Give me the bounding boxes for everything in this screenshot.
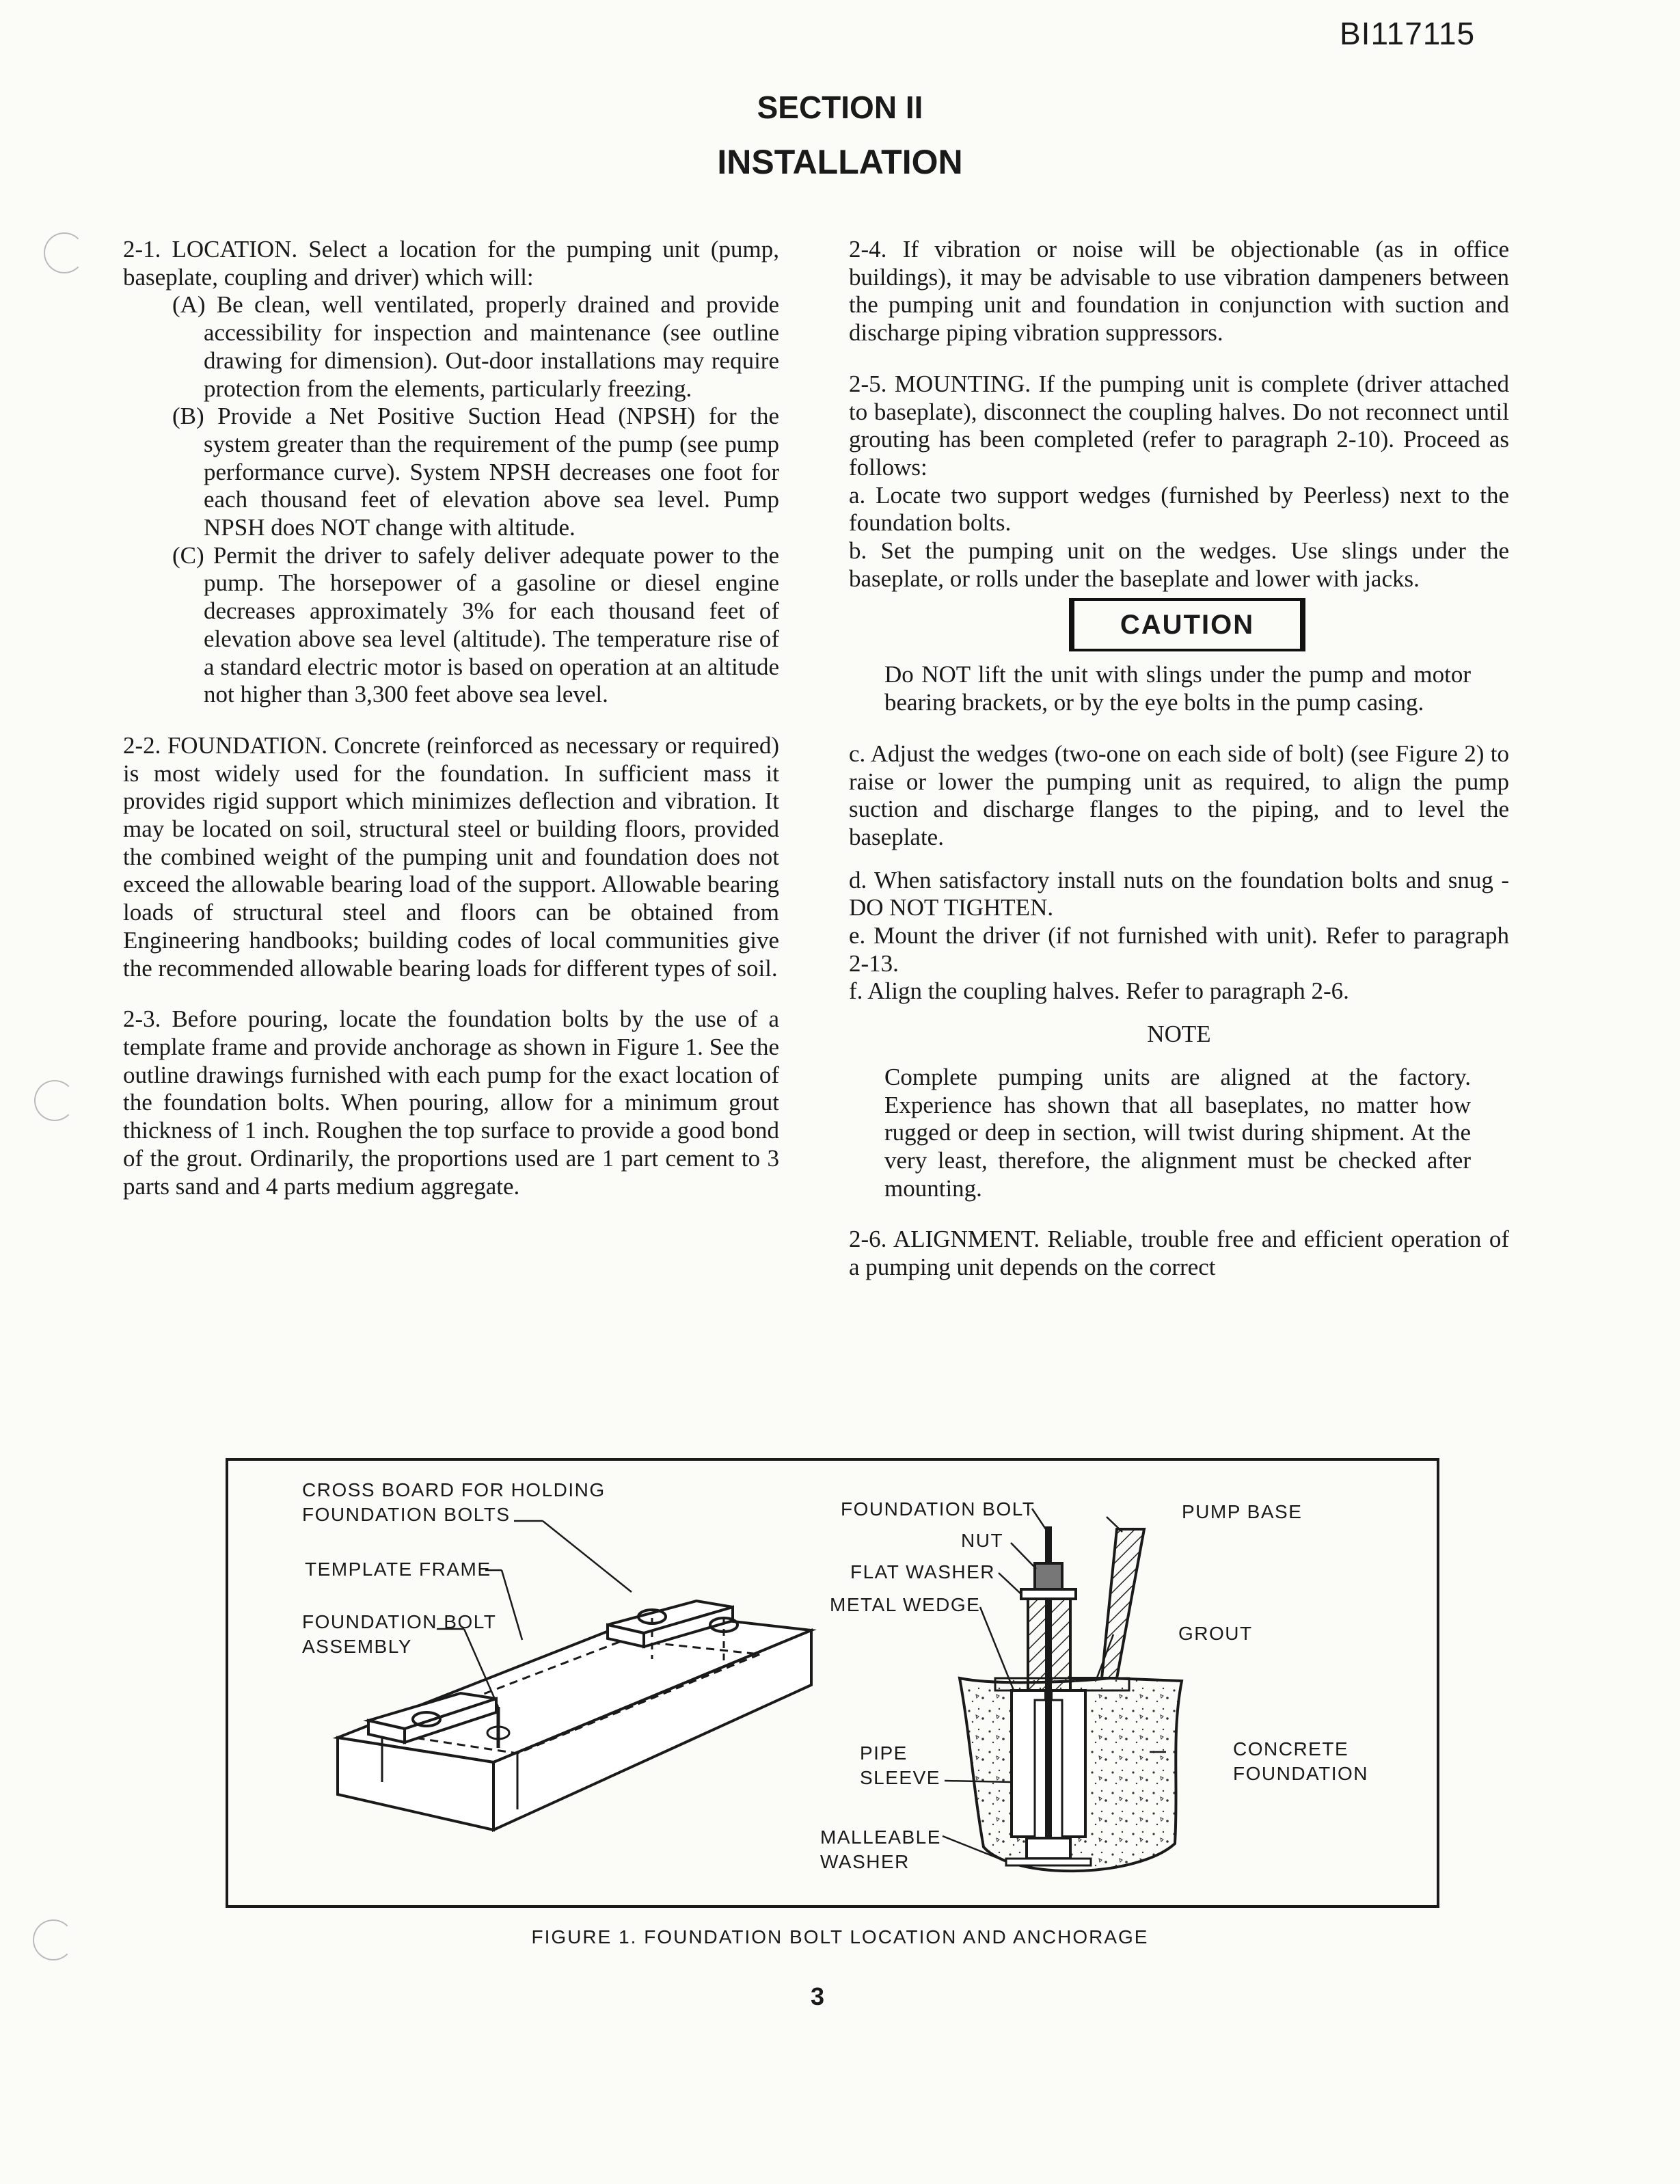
- paragraph-2-4: 2-4. If vibration or noise will be objectionable (as in office buildings), it may be advisable to use vibration dampeners between the pumping unit and foundation in conjunction with suction and discharge piping vibration suppressors.: [849, 236, 1509, 347]
- label-malleable-line1: MALLEABLE: [820, 1826, 941, 1848]
- paragraph-2-5-f: f. Align the coupling halves. Refer to paragraph 2-6.: [849, 978, 1349, 1005]
- label-foundation-bolt: FOUNDATION BOLT: [841, 1498, 1035, 1520]
- note-text: Complete pumping units are aligned at the factory. Experience has shown that all baseplates, no matter how rugged or deep in section, will twist during shipment. At the very least, therefore, the alignment must be checked after mounting.: [884, 1063, 1471, 1202]
- label-cross-board-line2: FOUNDATION BOLTS: [302, 1504, 511, 1525]
- figure-1: [226, 1458, 1439, 1908]
- binder-hole-top: [44, 232, 85, 273]
- label-malleable-line2: WASHER: [820, 1851, 910, 1872]
- document-id: BI117115: [1340, 16, 1476, 51]
- figure-caption: FIGURE 1. FOUNDATION BOLT LOCATION AND ANCHORAGE: [531, 1926, 1149, 1947]
- label-pipe-line1: PIPE: [860, 1742, 908, 1764]
- right-column: [849, 236, 1509, 1282]
- caution-text: Do NOT lift the unit with slings under the pump and motor bearing brackets, or by the eye bolts in the pump casing.: [884, 661, 1471, 716]
- paragraph-2-5-a: a. Locate two support wedges (furnished by Peerless) next to the foundation bolts.: [849, 481, 1509, 537]
- paragraph-2-5: 2-5. MOUNTING. If the pumping unit is complete (driver attached to baseplate), disconnect the coupling halves. Do not reconnect until grouting has been completed (refer to paragraph 2-10). Proceed as follows:: [849, 370, 1509, 481]
- paragraph-2-3: 2-3. Before pouring, locate the foundation bolts by the use of a template frame and provide anchorage as shown in Figure 1. See the outline drawings furnished with each pump for the exact location of the foundation bolts. When pouring, allow for a minimum grout thickness of 1 inch. Roughen the top surface to provide a good bond of the grout. Ordinarily, the proportions used are 1 part cement to 3 parts sand and 4 parts medium aggregate.: [123, 1006, 779, 1200]
- paragraph-2-2: 2-2. FOUNDATION. Concrete (reinforced as necessary or required) is most widely used for the foundation. In sufficient mass it provides rigid support which minimizes deflection and vibration. It may be located on soil, structural steel or building floors, provided the combined weight of the pumping unit and foundation does not exceed the allowable bearing load of the support. Allowable bearing loads of structural steel and floors can be obtained from Engineering handbooks; building codes of local communities give the recommended allowable bearing loads for different types of soil.: [123, 731, 779, 982]
- binder-hole-middle: [34, 1080, 75, 1121]
- label-bolt-assembly-line2: ASSEMBLY: [302, 1636, 412, 1657]
- note-label: NOTE: [1147, 1021, 1211, 1048]
- section-number: SECTION II: [757, 90, 923, 125]
- section-title: INSTALLATION: [717, 143, 963, 181]
- paragraph-2-5-d: d. When satisfactory install nuts on the foundation bolts and snug - DO NOT TIGHTEN.: [849, 866, 1509, 921]
- label-nut: NUT: [961, 1530, 1004, 1551]
- label-metal-wedge: METAL WEDGE: [830, 1594, 981, 1615]
- paragraph-2-1-b: (B) Provide a Net Positive Suction Head (NPSH) for the system greater than the requirement of the pump (see pump performance curve). System NPSH decreases one foot for each thousand feet of elevation above sea level. Pump NPSH does NOT change with altitude.: [172, 403, 779, 541]
- caution-label: CAUTION: [1069, 598, 1305, 651]
- figure-1-drawing: [228, 1461, 1437, 1905]
- paragraph-2-1-a: (A) Be clean, well ventilated, properly drained and provide accessibility for inspection and maintenance (see outline drawing for dimension). Out-door installations may require protection from the elements, particularly freezing.: [172, 291, 779, 402]
- label-template-frame: TEMPLATE FRAME: [305, 1559, 491, 1580]
- left-column: [123, 236, 779, 1200]
- label-concrete-line1: CONCRETE: [1233, 1738, 1349, 1760]
- label-grout: GROUT: [1178, 1623, 1253, 1644]
- label-concrete-line2: FOUNDATION: [1233, 1763, 1369, 1784]
- page-number: 3: [810, 1982, 825, 2010]
- label-flat-washer: FLAT WASHER: [850, 1561, 996, 1582]
- paragraph-2-6: 2-6. ALIGNMENT. Reliable, trouble free and efficient operation of a pumping unit depends on the correct: [849, 1226, 1509, 1281]
- paragraph-2-1-c: (C) Permit the driver to safely deliver adequate power to the pump. The horsepower of a gasoline or diesel engine decreases approximately 3% for each thousand feet of elevation above sea level (altitude). The temperature rise of a standard electric motor is based on operation at an altitude not higher than 3,300 feet above sea level.: [172, 541, 779, 708]
- label-pump-base: PUMP BASE: [1182, 1501, 1303, 1522]
- label-pipe-line2: SLEEVE: [860, 1767, 940, 1788]
- paragraph-2-5-e: e. Mount the driver (if not furnished with unit). Refer to paragraph 2-13.: [849, 922, 1509, 977]
- paragraph-2-1: 2-1. LOCATION. Select a location for the pumping unit (pump, baseplate, coupling and driver) which will:: [123, 236, 779, 291]
- label-bolt-assembly-line1: FOUNDATION BOLT: [302, 1611, 497, 1632]
- label-cross-board-line1: CROSS BOARD FOR HOLDING: [302, 1479, 606, 1500]
- paragraph-2-5-c: c. Adjust the wedges (two-one on each side of bolt) (see Figure 2) to raise or lower the pumping unit as required, to align the pump suction and discharge flanges to the piping, and to level the baseplate.: [849, 740, 1509, 850]
- paragraph-2-5-b: b. Set the pumping unit on the wedges. Use slings under the baseplate, or rolls under the baseplate and lower with jacks.: [849, 537, 1509, 592]
